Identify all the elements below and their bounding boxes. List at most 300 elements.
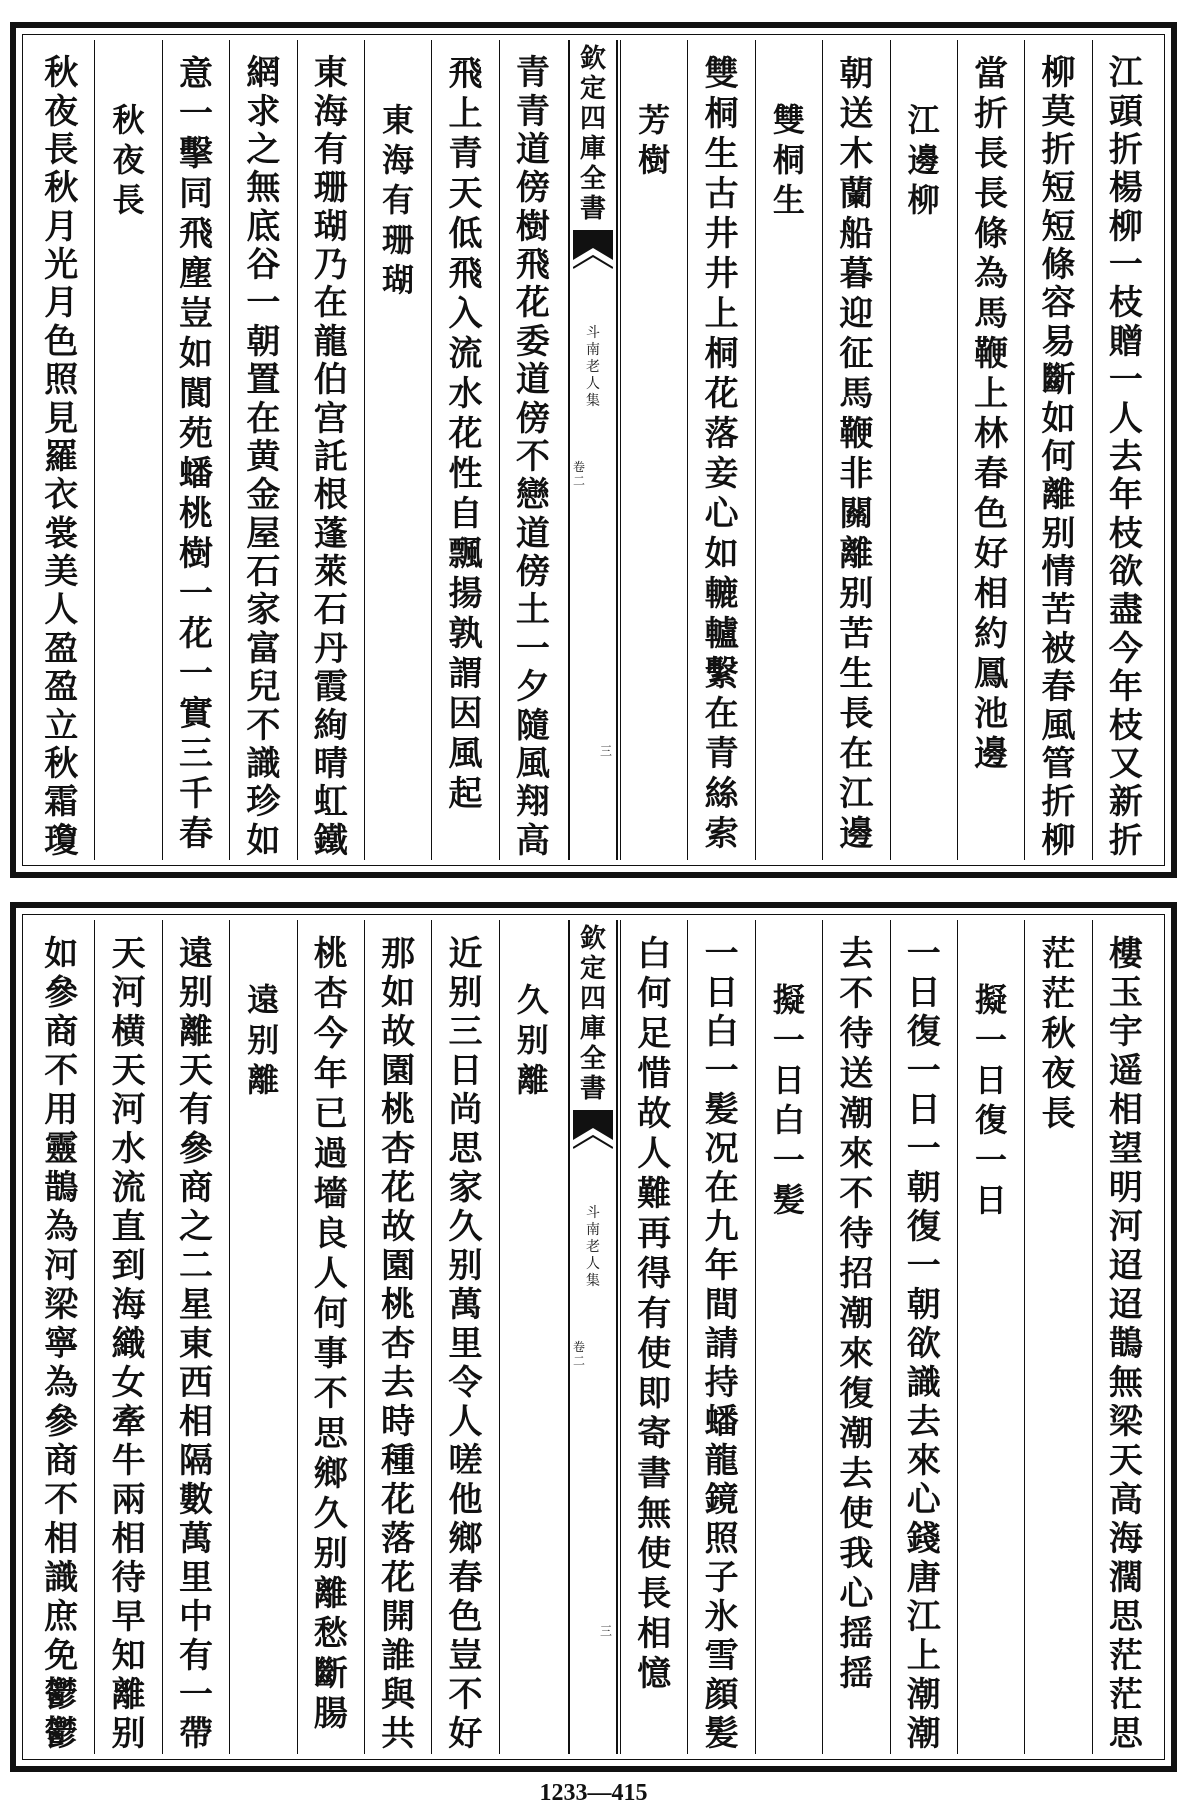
text-char: 蓬 xyxy=(313,513,348,554)
folio-collection-char: 南 xyxy=(586,1222,600,1238)
text-char: 人 xyxy=(44,590,79,631)
lower-leaf-columns xyxy=(28,920,1159,1754)
text-column xyxy=(499,40,566,860)
text-char: 去 xyxy=(381,1363,416,1404)
text-char: 共 xyxy=(381,1714,416,1754)
text-char: 江 xyxy=(1108,53,1143,94)
poem-title-char: 别 xyxy=(516,1021,549,1059)
text-char: 斷 xyxy=(1041,360,1076,401)
text-char: 莫 xyxy=(1041,91,1076,132)
text-char: 海 xyxy=(111,1284,146,1325)
folio-column xyxy=(568,40,618,860)
text-char: 識 xyxy=(906,1363,941,1404)
text-char: 在 xyxy=(246,398,281,439)
text-char: 子 xyxy=(704,1558,739,1599)
text-char: 日 xyxy=(906,972,941,1013)
text-char: 參 xyxy=(44,972,79,1013)
folio-volume-char: 卷 xyxy=(573,460,586,474)
text-char: 今 xyxy=(313,1014,348,1054)
text-char: 蟠 xyxy=(704,1402,739,1443)
text-char: 容 xyxy=(1041,283,1076,324)
text-char: 如 xyxy=(704,534,739,574)
text-char: 戀 xyxy=(515,475,550,516)
text-char: 年 xyxy=(313,1054,348,1094)
poem-title-column xyxy=(94,40,161,860)
text-char: 在 xyxy=(839,734,874,774)
text-char: 書 xyxy=(637,1454,672,1494)
text-char: 鐵 xyxy=(313,820,348,860)
text-char: 良 xyxy=(313,1214,348,1254)
text-char: 牽 xyxy=(111,1402,146,1443)
poem-title-column xyxy=(229,920,296,1754)
text-char: 條 xyxy=(1041,245,1076,286)
text-char: 待 xyxy=(839,1214,874,1254)
folio-title-char: 全 xyxy=(579,164,606,194)
text-char: 馬 xyxy=(974,294,1009,334)
text-column xyxy=(957,40,1024,860)
text-char: 在 xyxy=(704,1167,739,1208)
text-char: 林 xyxy=(974,414,1009,454)
text-char: 杏 xyxy=(381,1323,416,1364)
text-char: 苦 xyxy=(839,614,874,654)
folio-title-char: 庫 xyxy=(579,134,606,164)
text-char: 潮 xyxy=(839,1094,874,1134)
text-char: 古 xyxy=(704,174,739,214)
text-char: 潮 xyxy=(839,1294,874,1334)
folio-volume-char: 二 xyxy=(573,474,586,488)
text-char: 人 xyxy=(637,1134,672,1174)
text-char: 思 xyxy=(1108,1597,1143,1638)
text-char: 柳 xyxy=(1041,53,1076,94)
upper-leaf xyxy=(10,22,1177,878)
text-char: 復 xyxy=(906,1206,941,1247)
text-column xyxy=(1024,920,1091,1754)
text-char: 落 xyxy=(381,1519,416,1560)
poem-title-column xyxy=(755,920,822,1754)
poem-title-char: 雙 xyxy=(772,101,805,139)
poem-title-column xyxy=(620,40,687,860)
text-char: 一 xyxy=(906,1245,941,1286)
text-char: 之 xyxy=(246,129,281,170)
text-char: 離 xyxy=(178,1011,213,1052)
text-char: 參 xyxy=(178,1128,213,1169)
folio-collection-char: 集 xyxy=(586,1273,600,1289)
folio-collection-name xyxy=(586,326,600,411)
text-char: 思 xyxy=(1108,1714,1143,1754)
text-char: 欲 xyxy=(906,1323,941,1364)
text-char: 唐 xyxy=(906,1558,941,1599)
text-char: 金 xyxy=(246,475,281,516)
text-char: 委 xyxy=(515,321,550,362)
text-char: 孰 xyxy=(448,614,483,654)
poem-title-char: 秋 xyxy=(112,101,145,139)
text-char: 一 xyxy=(178,574,213,614)
text-char: 揺 xyxy=(839,1654,874,1694)
text-char: 别 xyxy=(178,972,213,1013)
text-char: 花 xyxy=(704,374,739,414)
text-char: 商 xyxy=(44,1441,79,1482)
text-char: 揺 xyxy=(839,1614,874,1654)
text-char: 同 xyxy=(178,174,213,214)
text-char: 人 xyxy=(448,1402,483,1443)
text-char: 故 xyxy=(381,1206,416,1247)
text-char: 求 xyxy=(246,91,281,132)
text-char: 數 xyxy=(178,1480,213,1521)
text-char: 木 xyxy=(839,134,874,174)
text-char: 鬱 xyxy=(44,1675,79,1716)
text-char: 迢 xyxy=(1108,1284,1143,1325)
text-char: 惜 xyxy=(637,1054,672,1094)
text-char: 春 xyxy=(974,454,1009,494)
text-char: 河 xyxy=(1108,1206,1143,1247)
text-char: 茫 xyxy=(1041,974,1076,1014)
text-char: 邊 xyxy=(839,814,874,854)
text-char: 玉 xyxy=(1108,972,1143,1013)
text-char: 入 xyxy=(448,294,483,334)
text-char: 牛 xyxy=(111,1441,146,1482)
text-char: 鬱 xyxy=(44,1714,79,1754)
text-char: 一 xyxy=(515,628,550,669)
text-char: 瓊 xyxy=(44,820,79,860)
text-char: 管 xyxy=(1041,743,1076,784)
text-char: 夜 xyxy=(44,91,79,132)
text-char: 誰 xyxy=(381,1636,416,1677)
text-char: 一 xyxy=(178,654,213,694)
text-char: 桐 xyxy=(704,334,739,374)
text-char: 里 xyxy=(448,1323,483,1364)
text-char: 中 xyxy=(178,1597,213,1638)
folio-column xyxy=(568,920,618,1754)
text-char: 梁 xyxy=(1108,1402,1143,1443)
text-char: 二 xyxy=(178,1245,213,1286)
poem-title-char: 一 xyxy=(772,1141,805,1179)
text-char: 商 xyxy=(178,1167,213,1208)
text-char: 潮 xyxy=(839,1414,874,1454)
poem-title-column xyxy=(890,40,957,860)
text-char: 髪 xyxy=(704,1714,739,1754)
text-char: 去 xyxy=(839,1454,874,1494)
poem-title-column xyxy=(499,920,566,1754)
text-char: 那 xyxy=(381,933,416,974)
text-char: 長 xyxy=(974,134,1009,174)
text-char: 離 xyxy=(313,1574,348,1614)
poem-title-char: 東 xyxy=(382,101,415,139)
poem-title-char: 日 xyxy=(772,1061,805,1099)
text-char: 石 xyxy=(246,552,281,593)
text-char: 水 xyxy=(448,374,483,414)
poem-title-char: 離 xyxy=(516,1061,549,1099)
folio-title-char: 四 xyxy=(579,104,606,134)
text-char: 秋 xyxy=(1041,1014,1076,1054)
text-char: 春 xyxy=(1041,667,1076,708)
text-char: 横 xyxy=(111,1011,146,1052)
text-char: 根 xyxy=(313,475,348,516)
text-column xyxy=(162,40,229,860)
text-column xyxy=(431,920,498,1754)
poem-title-char: 江 xyxy=(907,101,940,139)
text-char: 情 xyxy=(1041,552,1076,593)
text-char: 識 xyxy=(246,743,281,784)
text-char: 星 xyxy=(178,1284,213,1325)
text-char: 兒 xyxy=(246,667,281,708)
text-char: 里 xyxy=(178,1558,213,1599)
text-char: 光 xyxy=(44,245,79,286)
text-char: 早 xyxy=(111,1597,146,1638)
text-char: 道 xyxy=(515,513,550,554)
text-char: 斷 xyxy=(313,1654,348,1694)
folio-title-char: 庫 xyxy=(579,1014,606,1044)
text-char: 鏡 xyxy=(704,1480,739,1521)
text-char: 腸 xyxy=(313,1694,348,1734)
text-char: 鞭 xyxy=(974,334,1009,374)
text-char: 霜 xyxy=(44,782,79,823)
text-char: 兩 xyxy=(111,1480,146,1521)
text-char: 送 xyxy=(839,1054,874,1094)
text-char: 别 xyxy=(448,972,483,1013)
text-char: 家 xyxy=(246,590,281,631)
text-char: 桃 xyxy=(313,934,348,974)
text-char: 靈 xyxy=(44,1128,79,1169)
text-char: 來 xyxy=(839,1134,874,1174)
text-char: 秋 xyxy=(44,53,79,94)
folio-volume-char: 卷 xyxy=(573,1340,586,1354)
text-char: 青 xyxy=(704,734,739,774)
fish-tail-mark-icon xyxy=(573,230,613,284)
text-char: 潮 xyxy=(906,1714,941,1754)
folio-leaf-number xyxy=(599,742,612,758)
text-char: 揚 xyxy=(448,574,483,614)
folio-leaf-char: 三 xyxy=(599,1624,612,1638)
poem-title-char: 别 xyxy=(247,1021,280,1059)
text-char: 何 xyxy=(1041,436,1076,477)
text-char: 况 xyxy=(704,1128,739,1169)
text-char: 杏 xyxy=(313,974,348,1014)
text-char: 虹 xyxy=(313,782,348,823)
text-char: 天 xyxy=(178,1050,213,1091)
text-char: 生 xyxy=(839,654,874,694)
text-char: 江 xyxy=(839,774,874,814)
text-char: 桃 xyxy=(178,494,213,534)
text-char: 瑚 xyxy=(313,206,348,247)
text-char: 傍 xyxy=(515,168,550,209)
poem-title-char: 生 xyxy=(772,181,805,219)
folio-collection-char: 人 xyxy=(586,376,600,392)
text-char: 青 xyxy=(515,91,550,132)
text-char: 年 xyxy=(1108,667,1143,708)
text-char: 日 xyxy=(448,1050,483,1091)
text-char: 潮 xyxy=(906,1675,941,1716)
text-char: 愁 xyxy=(313,1614,348,1654)
text-char: 道 xyxy=(515,360,550,401)
text-char: 置 xyxy=(246,360,281,401)
text-char: 心 xyxy=(839,1574,874,1614)
text-char: 遠 xyxy=(178,933,213,974)
text-char: 上 xyxy=(974,374,1009,414)
text-char: 花 xyxy=(381,1167,416,1208)
text-char: 他 xyxy=(448,1480,483,1521)
text-char: 望 xyxy=(1108,1128,1143,1169)
text-column xyxy=(28,40,94,860)
text-char: 西 xyxy=(178,1363,213,1404)
text-char: 濶 xyxy=(1108,1558,1143,1599)
poem-title-char: 復 xyxy=(975,1101,1008,1139)
text-char: 長 xyxy=(974,174,1009,214)
poem-title-char: 桐 xyxy=(772,141,805,179)
text-char: 盡 xyxy=(1108,590,1143,631)
folio-volume xyxy=(573,458,585,486)
text-char: 近 xyxy=(448,933,483,974)
text-char: 離 xyxy=(1041,475,1076,516)
text-char: 今 xyxy=(1108,628,1143,669)
text-char: 井 xyxy=(704,254,739,294)
poem-title-char: 有 xyxy=(382,181,415,219)
text-char: 離 xyxy=(111,1675,146,1716)
text-char: 相 xyxy=(178,1402,213,1443)
text-column xyxy=(28,920,94,1754)
text-char: 不 xyxy=(44,1480,79,1521)
text-char: 折 xyxy=(1041,782,1076,823)
text-char: 天 xyxy=(111,933,146,974)
text-char: 有 xyxy=(637,1294,672,1334)
text-char: 苑 xyxy=(178,414,213,454)
text-char: 色 xyxy=(44,321,79,362)
text-char: 折 xyxy=(1108,129,1143,170)
text-char: 别 xyxy=(1041,513,1076,554)
text-column xyxy=(890,920,957,1754)
text-char: 實 xyxy=(178,694,213,734)
text-char: 萬 xyxy=(448,1284,483,1325)
text-char: 船 xyxy=(839,214,874,254)
text-char: 有 xyxy=(313,129,348,170)
poem-title-column xyxy=(364,40,431,860)
poem-title-column xyxy=(957,920,1024,1754)
text-char: 再 xyxy=(637,1214,672,1254)
text-char: 去 xyxy=(906,1402,941,1443)
text-char: 與 xyxy=(381,1675,416,1716)
text-char: 折 xyxy=(1108,820,1143,860)
text-char: 開 xyxy=(381,1597,416,1638)
text-char: 思 xyxy=(313,1414,348,1454)
text-char: 井 xyxy=(704,214,739,254)
text-char: 明 xyxy=(1108,1167,1143,1208)
text-char: 遥 xyxy=(1108,1050,1143,1091)
text-char: 年 xyxy=(704,1245,739,1286)
text-char: 鵲 xyxy=(1108,1323,1143,1364)
text-char: 何 xyxy=(313,1294,348,1334)
text-char: 河 xyxy=(111,1089,146,1130)
text-char: 枝 xyxy=(1108,705,1143,746)
text-char: 照 xyxy=(704,1519,739,1560)
text-char: 夜 xyxy=(1041,1054,1076,1094)
folio-title-char: 書 xyxy=(579,194,606,224)
text-char: 桃 xyxy=(381,1089,416,1130)
text-char: 别 xyxy=(111,1714,146,1754)
text-char: 折 xyxy=(974,94,1009,134)
text-char: 别 xyxy=(313,1534,348,1574)
text-char: 飄 xyxy=(448,534,483,574)
text-char: 繫 xyxy=(704,654,739,694)
text-char: 朝 xyxy=(906,1167,941,1208)
text-char: 被 xyxy=(1041,628,1076,669)
text-char: 帶 xyxy=(178,1714,213,1754)
text-char: 鄉 xyxy=(313,1454,348,1494)
text-char: 一 xyxy=(178,1675,213,1716)
poem-title-char: 長 xyxy=(112,181,145,219)
text-column xyxy=(297,920,364,1754)
text-char: 邊 xyxy=(974,734,1009,774)
text-char: 識 xyxy=(44,1558,79,1599)
text-char: 為 xyxy=(974,254,1009,294)
text-char: 故 xyxy=(381,1011,416,1052)
text-char: 復 xyxy=(906,1011,941,1052)
text-char: 蟠 xyxy=(178,454,213,494)
text-char: 約 xyxy=(974,614,1009,654)
text-char: 桐 xyxy=(704,94,739,134)
text-char: 參 xyxy=(44,1402,79,1443)
text-char: 别 xyxy=(839,574,874,614)
text-char: 庶 xyxy=(44,1597,79,1638)
text-char: 直 xyxy=(111,1206,146,1247)
poem-title-char: 擬 xyxy=(772,981,805,1019)
text-char: 頭 xyxy=(1108,91,1143,132)
text-char: 尚 xyxy=(448,1089,483,1130)
text-char: 不 xyxy=(448,1675,483,1716)
text-char: 江 xyxy=(906,1597,941,1638)
folio-collection-char: 斗 xyxy=(586,1205,600,1221)
text-char: 九 xyxy=(704,1206,739,1247)
text-column xyxy=(1092,40,1159,860)
text-char: 妾 xyxy=(704,454,739,494)
text-char: 條 xyxy=(974,214,1009,254)
text-column xyxy=(687,920,754,1754)
poem-title-char: 樹 xyxy=(638,141,671,179)
text-char: 東 xyxy=(178,1323,213,1364)
text-char: 欲 xyxy=(1108,552,1143,593)
text-char: 流 xyxy=(448,334,483,374)
text-char: 好 xyxy=(974,534,1009,574)
text-char: 衣 xyxy=(44,475,79,516)
poem-title-char: 日 xyxy=(975,1181,1008,1219)
text-char: 風 xyxy=(515,743,550,784)
text-char: 離 xyxy=(839,534,874,574)
poem-title-char: 一 xyxy=(975,1141,1008,1179)
page-number: 1233—415 xyxy=(539,1780,648,1806)
text-char: 為 xyxy=(44,1206,79,1247)
text-char: 託 xyxy=(313,436,348,477)
text-char: 盈 xyxy=(44,628,79,669)
text-char: 相 xyxy=(974,574,1009,614)
text-char: 低 xyxy=(448,214,483,254)
text-char: 贈 xyxy=(1108,321,1143,362)
text-char: 已 xyxy=(313,1094,348,1134)
text-char: 用 xyxy=(44,1089,79,1130)
text-char: 思 xyxy=(448,1128,483,1169)
text-char: 顔 xyxy=(704,1675,739,1716)
text-char: 轤 xyxy=(704,614,739,654)
text-char: 起 xyxy=(448,774,483,814)
lower-leaf xyxy=(10,902,1177,1772)
text-char: 謂 xyxy=(448,654,483,694)
poem-title-char: 離 xyxy=(247,1061,280,1099)
text-column xyxy=(822,920,889,1754)
text-char: 使 xyxy=(637,1534,672,1574)
text-char: 楊 xyxy=(1108,168,1143,209)
text-char: 别 xyxy=(448,1245,483,1286)
text-char: 伯 xyxy=(313,360,348,401)
text-char: 待 xyxy=(839,1014,874,1054)
text-char: 擊 xyxy=(178,134,213,174)
text-char: 新 xyxy=(1108,782,1143,823)
